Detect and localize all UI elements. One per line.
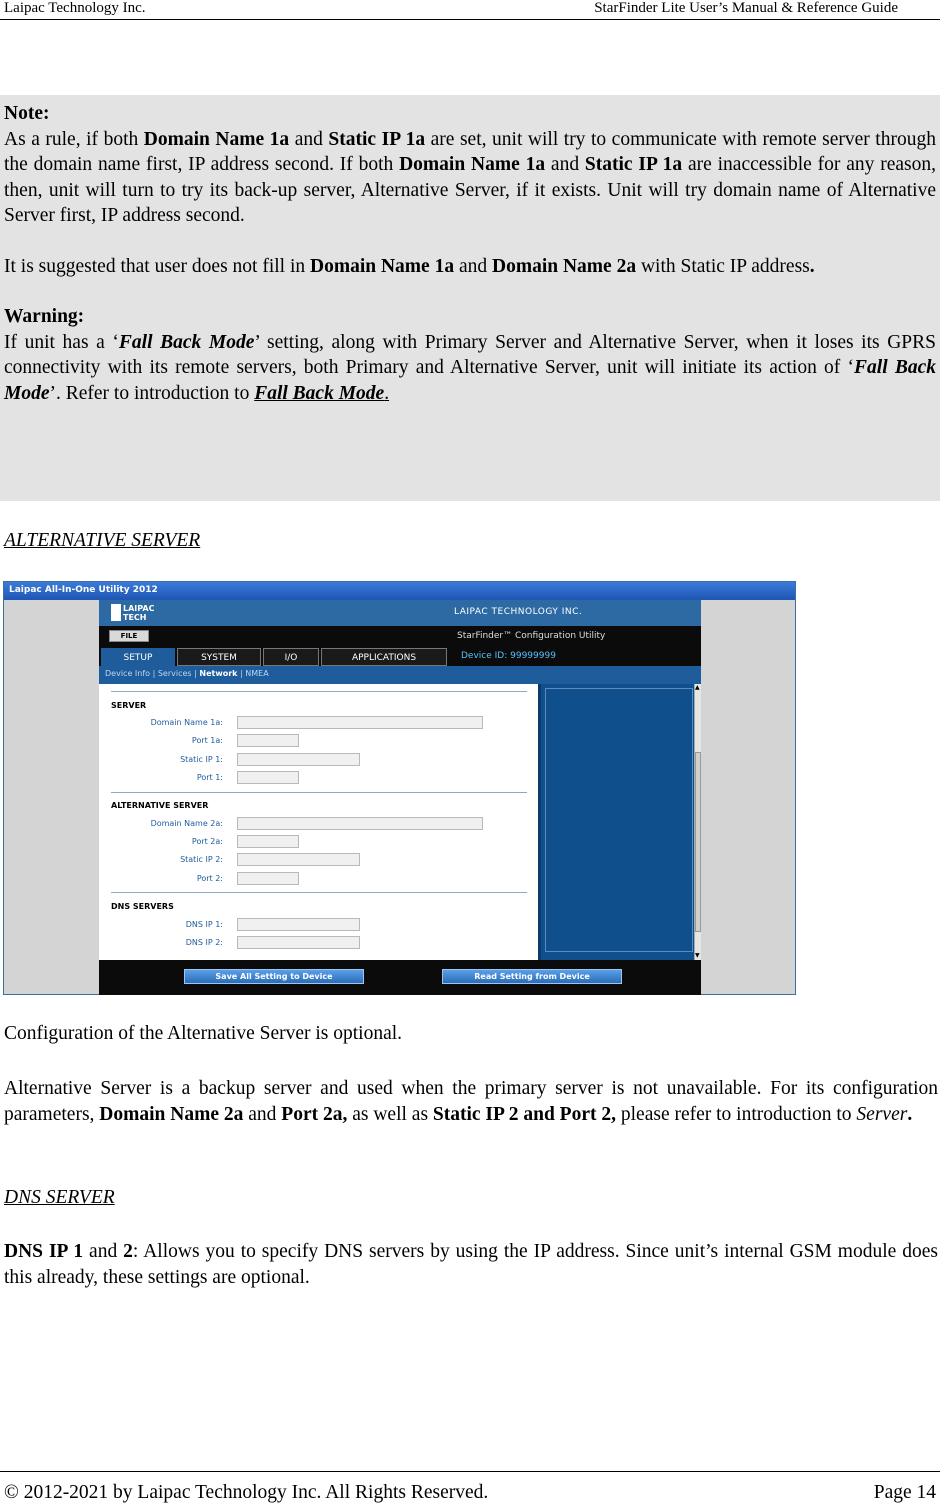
port-2a-input[interactable] (237, 835, 299, 848)
static-ip-1-label: Static IP 1: (180, 755, 223, 764)
divider (111, 892, 527, 893)
text: with Static IP address (636, 255, 810, 277)
sub-navigation (99, 666, 701, 684)
scrollbar-thumb[interactable] (695, 752, 701, 932)
fall-back-mode-link[interactable]: Fall Back Mode (254, 382, 385, 404)
logo-line1: LAIPAC (123, 604, 155, 613)
subnav-network[interactable]: Network (199, 669, 238, 678)
domain-name-2a-label: Domain Name 2a: (150, 819, 223, 828)
dns-ip-1-label: DNS IP 1: (185, 920, 223, 929)
tab-io[interactable]: I/O (263, 648, 319, 666)
bold-term: Static IP 1a (328, 128, 426, 150)
text: As a rule, if both (4, 128, 144, 150)
bold-term: Port 2a, (281, 1104, 348, 1125)
bold-term: Domain Name 2a (492, 255, 637, 277)
static-ip-1-input[interactable] (237, 753, 360, 766)
header-company: Laipac Technology Inc. (4, 0, 146, 16)
bold-term: Domain Name 2a (99, 1104, 244, 1125)
warning-title: Warning: (4, 306, 85, 327)
action-bar (99, 960, 701, 995)
tab-setup[interactable]: SETUP (101, 648, 175, 666)
bold-term: Domain Name 1a (143, 128, 290, 150)
bold-term: Static IP 1a (584, 154, 683, 175)
bold-term: 2 (123, 1241, 133, 1262)
text: are inaccessible for any reason, then, unit will turn to try its back-up server, Alternative Server, if it exists. Unit will try domain name of Alternative Server first, IP address second. (4, 154, 936, 226)
dns-ip-2-input[interactable] (237, 936, 360, 949)
text: ’ setting, along with Primary Server and Alternative Server, when it loses its GPRS connectivity with its remote servers, both Primary and Alternative Server, unit will initiate its action of ‘ (4, 331, 936, 378)
tab-system[interactable]: SYSTEM (177, 648, 261, 666)
port-2a-label: Port 2a: (191, 837, 223, 846)
copyright: © 2012-2021 by Laipac Technology Inc. All Rights Reserved. (4, 1482, 489, 1503)
logo-line2: TECH (123, 613, 147, 622)
note-box (0, 95, 940, 501)
text: ’. Refer to introduction to (49, 382, 255, 404)
server-reference[interactable]: Server (856, 1104, 908, 1125)
divider (111, 792, 527, 793)
text: and (83, 1241, 124, 1262)
bold-italic-term: Fall Back Mode (4, 357, 936, 404)
static-ip-2-input[interactable] (237, 853, 360, 866)
port-1-input[interactable] (237, 771, 299, 784)
bold-term: Static IP 2 and Port 2, (432, 1104, 616, 1125)
static-ip-2-label: Static IP 2: (180, 855, 223, 864)
scroll-down-icon[interactable]: ▼ (695, 952, 700, 959)
dns-paragraph (4, 1239, 938, 1291)
text: and (545, 154, 585, 175)
app-area (99, 600, 701, 995)
server-section-title: SERVER (111, 701, 147, 710)
utility-screenshot (3, 581, 796, 995)
alternative-server-section-title: ALTERNATIVE SERVER (111, 801, 209, 810)
vertical-scrollbar[interactable] (694, 684, 701, 960)
domain-name-1a-input[interactable] (237, 716, 483, 729)
heading-text: ALTERNATIVE SERVER (4, 530, 201, 551)
bold-term: Domain Name 1a (399, 154, 546, 175)
domain-name-2a-input[interactable] (237, 817, 483, 830)
note-paragraph-1 (4, 127, 936, 229)
subnav-separator: | (240, 669, 243, 678)
dns-ip-1-input[interactable] (237, 918, 360, 931)
subnav-nmea[interactable]: NMEA (245, 669, 269, 678)
config-optional-paragraph: Configuration of the Alternative Server is optional. (4, 1023, 403, 1044)
subnav-separator: | (194, 669, 197, 678)
divider (111, 691, 527, 692)
company-name: LAIPAC TECHNOLOGY INC. (454, 607, 583, 617)
note-title: Note: (4, 103, 50, 124)
bold-term: Domain Name 1a (310, 255, 455, 277)
logo-mark-icon (111, 604, 121, 621)
port-1a-label: Port 1a: (191, 736, 223, 745)
domain-name-1a-label: Domain Name 1a: (150, 718, 223, 727)
bold-term: DNS IP 1 (4, 1241, 84, 1262)
port-2-label: Port 2: (196, 874, 223, 883)
alternative-server-paragraph (4, 1076, 938, 1128)
alternative-server-heading (4, 528, 938, 554)
subnav-device-info[interactable]: Device Info (105, 669, 151, 678)
text: . (384, 382, 390, 404)
warning-paragraph (4, 330, 936, 407)
config-utility-title: StarFinder™ Configuration Utility (457, 631, 606, 641)
main-tabs (99, 646, 701, 666)
scroll-up-icon[interactable]: ▲ (695, 684, 700, 691)
read-settings-button[interactable]: Read Setting from Device (442, 969, 622, 984)
tab-applications[interactable]: APPLICATIONS (321, 648, 447, 666)
page-header (0, 0, 940, 20)
text: are set, unit will try to communicate with remote server through the domain name first, IP address second. If both (4, 128, 936, 175)
text: as well as (347, 1104, 433, 1125)
note-paragraph-2 (4, 254, 936, 280)
text: : Allows you to specify DNS servers by using the IP address. Since unit’s internal GSM module does this already, these settings are optional. (4, 1241, 938, 1288)
window-titlebar: Laipac All-In-One Utility 2012 (4, 582, 795, 600)
text: If unit has a ‘ (4, 331, 119, 353)
subnav-services[interactable]: Services (157, 669, 192, 678)
port-1a-input[interactable] (237, 734, 299, 747)
laipac-logo (111, 604, 154, 622)
text: Alternative Server is a backup server and used when the primary server is not unavailable. For its configuration parameters, (4, 1078, 938, 1125)
text: please refer to introduction to (616, 1104, 857, 1125)
port-2-input[interactable] (237, 872, 299, 885)
bold-term: . (907, 1104, 913, 1125)
port-1-label: Port 1: (196, 773, 223, 782)
dns-server-heading (4, 1185, 938, 1211)
text: and (243, 1104, 282, 1125)
save-all-settings-button[interactable]: Save All Setting to Device (184, 969, 364, 984)
page-number: Page 14 (873, 1482, 936, 1503)
text: It is suggested that user does not fill in (4, 255, 311, 277)
page-footer (0, 1471, 940, 1503)
heading-text: DNS SERVER (4, 1187, 115, 1208)
file-bar (99, 626, 701, 646)
file-button[interactable]: FILE (109, 630, 149, 642)
bold-italic-term: Fall Back Mode (118, 331, 255, 353)
network-form (99, 684, 538, 960)
bold-term: . (809, 255, 815, 277)
header-doc-title: StarFinder Lite User’s Manual & Reference Guide (594, 0, 898, 16)
dns-ip-2-label: DNS IP 2: (185, 938, 223, 947)
device-id: Device ID: 99999999 (461, 651, 556, 661)
text: and (454, 255, 492, 277)
app-banner (99, 600, 701, 626)
side-panel (538, 684, 694, 960)
subnav-separator: | (152, 669, 156, 678)
dns-servers-section-title: DNS SERVERS (111, 902, 174, 911)
side-panel-inner (545, 688, 693, 952)
text: and (289, 128, 329, 150)
